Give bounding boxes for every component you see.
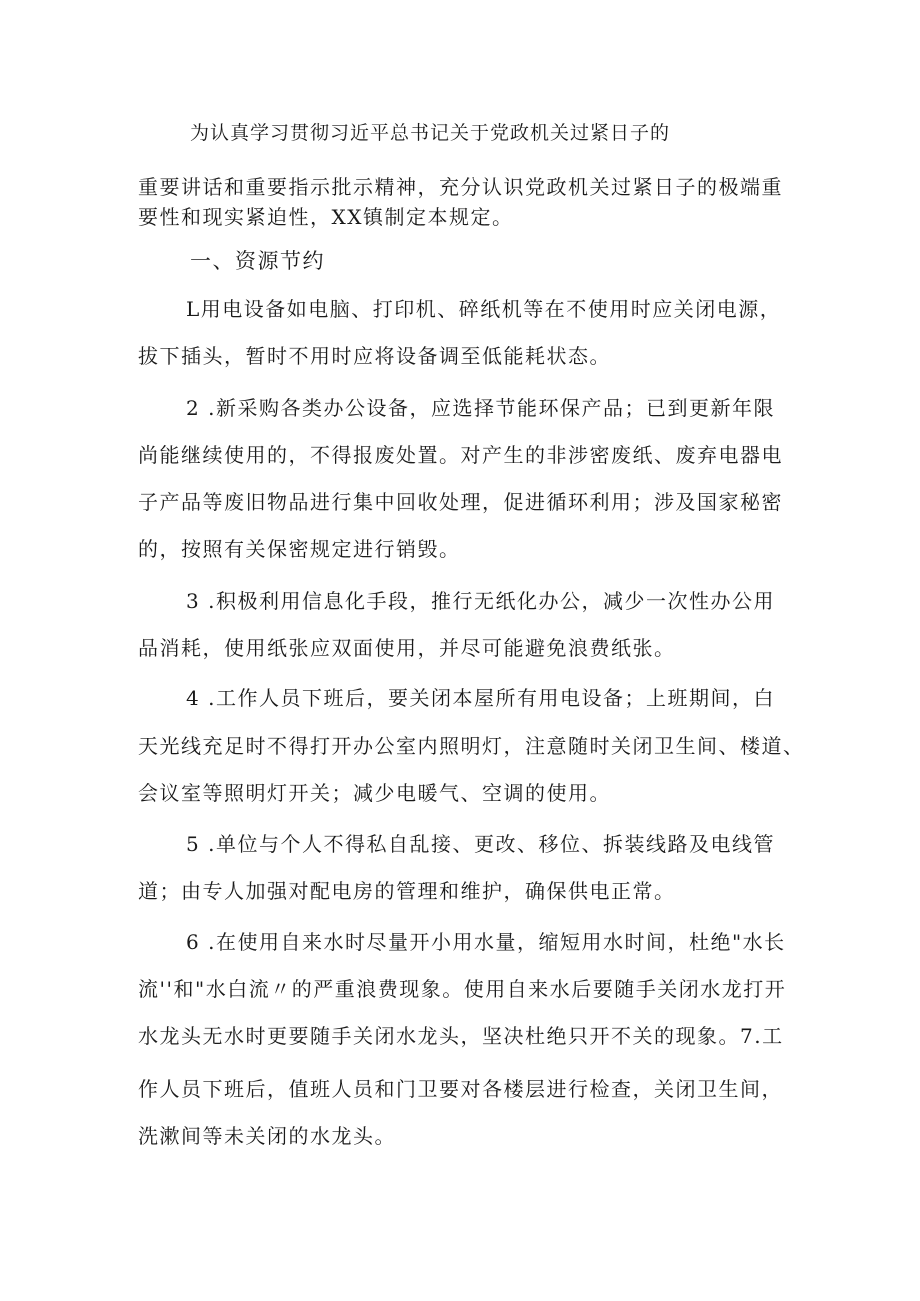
section-heading: 一、资源节约: [190, 249, 325, 273]
paragraph-4-line-1: 4 .工作人员下班后，要关闭本屋所有用电设备；上班期间，白: [186, 686, 775, 710]
paragraph-6-line-4: 作人员下班后，值班人员和门卫要对各楼层进行检查，关闭卫生间，: [138, 1077, 783, 1101]
paragraph-2-line-2: 尚能继续使用的，不得报废处置。对产生的非涉密废纸、废弃电器电: [138, 443, 783, 467]
intro-line-2: 重要讲话和重要指示批示精神，充分认识党政机关过紧日子的极端重: [138, 175, 783, 199]
paragraph-3-line-2: 品消耗，使用纸张应双面使用，并尽可能避免浪费纸张。: [138, 636, 676, 660]
paragraph-3-line-1: 3 .积极利用信息化手段，推行无纸化办公，减少一次性办公用: [186, 589, 775, 613]
paragraph-1-line-2: 拔下插头，暂时不用时应将设备调至低能耗状态。: [138, 344, 611, 368]
paragraph-4-line-3: 会议室等照明灯开关；减少电暖气、空调的使用。: [138, 781, 611, 805]
paragraph-2-line-4: 的，按照有关保密规定进行销毁。: [138, 537, 461, 561]
intro-line-1: 为认真学习贯彻习近平总书记关于党政机关过紧日子的: [190, 122, 671, 144]
paragraph-5-line-1: 5 .单位与个人不得私自乱接、更改、移位、拆装线路及电线管: [186, 832, 775, 856]
paragraph-5-line-2: 道；由专人加强对配电房的管理和维护，确保供电正常。: [138, 879, 676, 903]
paragraph-1-line-1: L用电设备如电脑、打印机、碎纸机等在不使用时应关闭电源，: [186, 297, 782, 321]
paragraph-6-line-1: 6 .在使用自来水时尽量开小用水量，缩短用水时间，杜绝"水长: [186, 930, 786, 954]
paragraph-2-line-1: 2 .新采购各类办公设备，应选择节能环保产品；已到更新年限: [186, 396, 775, 420]
paragraph-6-line-3: 水龙头无水时更要随手关闭水龙头，坚决杜绝只开不关的现象。7.工: [138, 1024, 784, 1048]
intro-line-3: 要性和现实紧迫性，XX镇制定本规定。: [138, 205, 514, 229]
paragraph-2-line-3: 子产品等废旧物品进行集中回收处理，促进循环利用；涉及国家秘密: [138, 490, 783, 514]
paragraph-6-line-5: 洗漱间等未关闭的水龙头。: [138, 1124, 396, 1148]
paragraph-4-line-2: 天光线充足时不得打开办公室内照明灯，注意随时关闭卫生间、楼道、: [138, 734, 805, 758]
paragraph-6-line-2: 流''和"水白流〃的严重浪费现象。使用自来水后要随手关闭水龙打开: [138, 977, 787, 1001]
